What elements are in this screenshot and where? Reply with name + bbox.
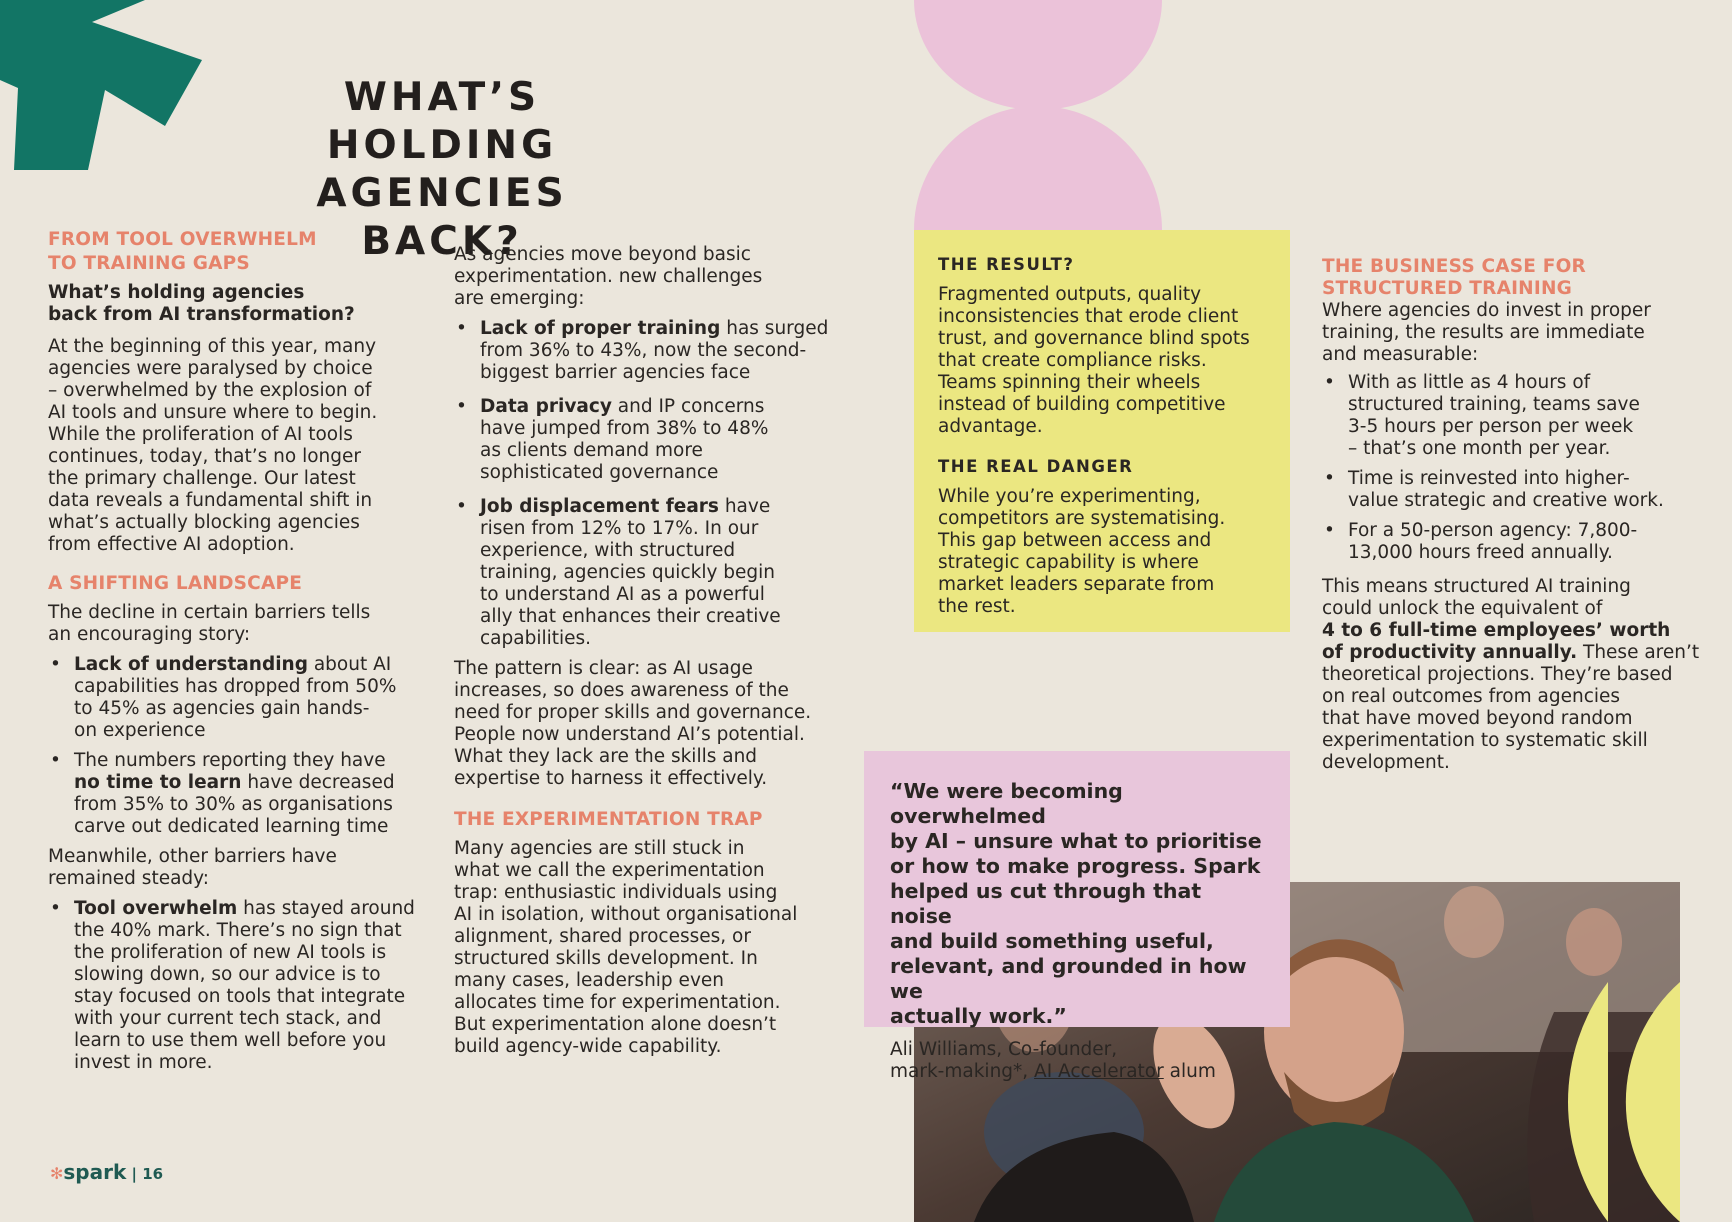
pattern-paragraph: The pattern is clear: as AI usage increases, so does awareness of the need for proper skills and governance. People now understand AI’s potential. What they lack are the skills and expertise to harness it effectively. bbox=[454, 658, 812, 789]
list-item: • For a 50-person agency: 7,800- 13,000 hours freed annually. bbox=[1322, 520, 1722, 564]
brand-logo-text: spark bbox=[63, 1160, 127, 1184]
decline-paragraph: The decline in certain barriers tells an encouraging story: bbox=[48, 602, 371, 645]
business-case-intro: Where agencies do invest in proper training, the results are immediate and measurable: bbox=[1322, 300, 1651, 365]
list-item: • Lack of understanding about AI capabilities has dropped from 50% to 45% as agencies gain hands- on experience bbox=[48, 654, 428, 742]
testimonial-box bbox=[864, 751, 1290, 1082]
conclusion-paragraph: This means structured AI training could unlock the equivalent of 4 to 6 full-time employees’ worth of productivity annually. These aren’t theoretical projections. They’re based on real outcomes from agencies that have moved beyond random experimentation to systematic skill development. bbox=[1322, 576, 1700, 773]
emerging-paragraph: As agencies move beyond basic experimentation. new challenges are emerging: bbox=[454, 244, 763, 309]
result-callout-box bbox=[914, 230, 1290, 632]
column-4 bbox=[1322, 256, 1722, 786]
list-item: • Data privacy and IP concerns have jumped from 38% to 48% as clients demand more sophisticated governance bbox=[454, 396, 834, 484]
intro-paragraph: At the beginning of this year, many agencies were paralysed by choice – overwhelmed by the explosion of AI tools and unsure where to begin. While the proliferation of AI tools continues, today, that’s no longer the primary challenge. Our latest data reveals a fundamental shift in what’s actually blocking agencies from effective AI adoption. bbox=[48, 336, 378, 555]
list-item: • With as little as 4 hours of structured training, teams save 3-5 hours per person per week – that’s one month per year. bbox=[1322, 372, 1722, 460]
testimonial-attribution: Ali Williams, Co-founder, mark-making*, AI Accelerator alum bbox=[890, 1039, 1216, 1082]
list-item: • The numbers reporting they have no time to learn have decreased from 35% to 30% as organisations carve out dedicated learning time bbox=[48, 750, 428, 838]
column-2 bbox=[454, 244, 834, 1070]
emerging-barriers-list bbox=[454, 318, 834, 650]
steady-barriers-list bbox=[48, 898, 428, 1074]
list-item: • Time is reinvested into higher- value strategic and creative work. bbox=[1322, 468, 1722, 512]
testimonial-quote: “We were becoming overwhelmed by AI – unsure what to prioritise or how to make progress. Spark helped us cut through that noise and build something useful, relevant, and grounded in how we actually work.” bbox=[890, 779, 1262, 1028]
teal-burst-shape bbox=[0, 0, 202, 170]
list-item: • Lack of proper training has surged from 36% to 43%, now the second- biggest barrier agencies face bbox=[454, 318, 834, 384]
section-heading-tool-overwhelm: FROM TOOL OVERWHELM TO TRAINING GAPS bbox=[48, 229, 317, 274]
ai-accelerator-link[interactable]: AI Accelerator bbox=[1034, 1061, 1164, 1082]
section-heading-shifting-landscape: A SHIFTING LANDSCAPE bbox=[48, 573, 303, 594]
section-heading-experimentation-trap: THE EXPERIMENTATION TRAP bbox=[454, 809, 763, 830]
meanwhile-paragraph: Meanwhile, other barriers have remained steady: bbox=[48, 846, 337, 889]
section-subhead: What’s holding agencies back from AI transformation? bbox=[48, 282, 355, 325]
section-heading-business-case: THE BUSINESS CASE FOR STRUCTURED TRAINING bbox=[1322, 256, 1586, 299]
business-case-list bbox=[1322, 372, 1722, 564]
title-line-1: WHAT’S HOLDING bbox=[326, 75, 558, 168]
column-1 bbox=[48, 228, 428, 1082]
asterisk-icon: ✻ bbox=[50, 1164, 64, 1183]
page-number: 16 bbox=[142, 1165, 164, 1183]
trap-paragraph: Many agencies are still stuck in what we call the experimentation trap: enthusiastic individuals using AI in isolation, without organisational alignment, shared processes, or structured skills development. In many cases, leadership even allocates time for experimentation. But experimentation alone doesn’t build agency-wide capability. bbox=[454, 838, 798, 1057]
pink-circles-shape bbox=[914, 0, 1162, 230]
list-item: • Job displacement fears have risen from 12% to 17%. In our experience, with structured training, agencies quickly begin to understand AI as a powerful ally that enhances their creative capabilities. bbox=[454, 496, 834, 650]
title-line-2: AGENCIES BACK? bbox=[316, 171, 568, 264]
declining-barriers-list bbox=[48, 654, 428, 838]
danger-text: While you’re experimenting, competitors are systematising. This gap between access and strategic capability is where market leaders separate from the rest. bbox=[938, 486, 1226, 617]
result-heading: THE RESULT? bbox=[938, 255, 1075, 274]
result-text: Fragmented outputs, quality inconsistencies that erode client trust, and governance blind spots that create compliance risks. Teams spinning their wheels instead of building competitive advantage. bbox=[938, 284, 1250, 437]
danger-heading: THE REAL DANGER bbox=[938, 457, 1134, 476]
footer-brand: ✻spark | 16 bbox=[50, 1160, 164, 1184]
list-item: • Tool overwhelm has stayed around the 40% mark. There’s no sign that the proliferation of new AI tools is slowing down, so our advice is to stay focused on tools that integrate with your current tech stack, and learn to use them well before you invest in more. bbox=[48, 898, 428, 1074]
